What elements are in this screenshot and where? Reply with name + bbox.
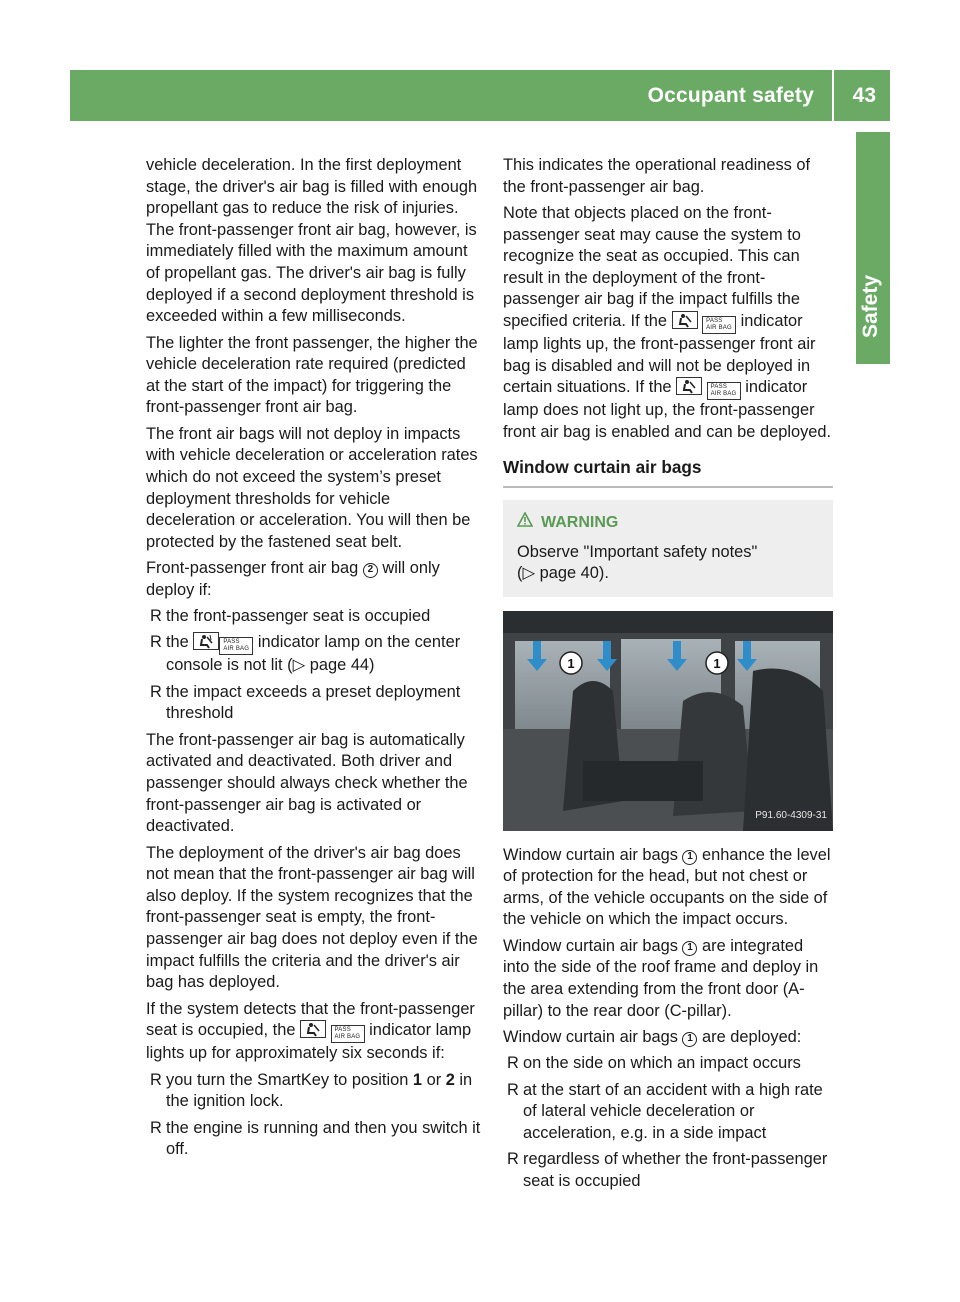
warning-label: WARNING — [541, 513, 619, 531]
curtain-airbag-photo — [503, 611, 833, 831]
page-ref-arrow-icon: ▷ — [522, 564, 536, 583]
header-divider — [832, 70, 834, 121]
vehicle-interior-illustration — [503, 611, 833, 831]
right-column — [503, 155, 833, 1197]
paragraph: The front air bags will not deploy in impacts with vehicle deceleration or acceleration rates which do not exceed the system’s preset deployment thresholds for vehicle deceleration or acceleration. You will then be protected by the fastened seat belt. — [146, 424, 478, 551]
paragraph: The deployment of the driver's air bag does not mean that the front-passenger air bag will also deploy. If the system recognizes that the front-passenger seat is empty, the front-passenger air bag does not deploy even if the impact fulfills the criteria and the driver's air bag has deployed. — [146, 843, 478, 992]
passenger-seat-icon — [193, 632, 219, 650]
list-item: R the PASS AIR BAG indicator lamp on the center console is not lit (▷ page 44) — [150, 633, 461, 675]
callout-1-label: 1 — [713, 655, 721, 671]
pass-airbag-off-icon: PASS AIR BAG — [702, 316, 736, 334]
warning-ref: (▷ page 40). — [517, 564, 609, 583]
bullet-marker: R — [150, 633, 162, 652]
pass-airbag-off-icon: PASS AIR BAG — [331, 1025, 365, 1043]
paragraph: Window curtain air bags 1 enhance the level of protection for the head, but not chest or arms, of the vehicle occupants on the side of the vehicle on which the impact occurs. — [503, 845, 831, 929]
callout-1: 1 — [682, 850, 697, 865]
bullet-marker: R — [150, 607, 162, 626]
passenger-seat-icon — [672, 311, 698, 329]
warning-text: Observe "Important safety notes" — [517, 542, 758, 561]
bullet-marker: R — [507, 1150, 519, 1169]
section-title: Occupant safety — [647, 84, 814, 107]
warning-triangle-icon — [517, 512, 533, 534]
bullet-marker: R — [150, 1118, 162, 1137]
paragraph: This indicates the operational readiness of the front-passenger air bag. — [503, 156, 811, 196]
callout-1: 1 — [682, 941, 697, 956]
list-item: R the front-passenger seat is occupied — [146, 606, 482, 628]
passenger-seat-icon — [676, 377, 702, 395]
warning-box — [503, 500, 833, 597]
page-ref-link[interactable]: page 44) — [305, 656, 375, 675]
paragraph: Front-passenger front air bag 2 will only deploy if: — [146, 559, 440, 599]
bullet-marker: R — [150, 682, 162, 701]
paragraph: Window curtain air bags 1 are integrated into the side of the roof frame and deploy in the area extending from the front door (A-pillar) to the rear door (C-pillar). — [503, 936, 819, 1020]
page-header — [70, 70, 890, 121]
paragraph: The front-passenger air bag is automatically activated and deactivated. Both driver and passenger should always check whether the front-passenger air bag is activated or deactivated. — [146, 730, 468, 836]
paragraph: Note that objects placed on the front-passenger seat may cause the system to recognize the seat as occupied. This can result in the deployment of the front-passenger air bag if the impact fulfills the specified criteria. If the PASS AIR BAG indicator lamp lights up, the front-passenger front air bag is disabled and will not be deployed in certain situations. If the PASS AIR BAG indicator lamp does not light up, the front-passenger front air bag is enabled and can be deployed. — [503, 203, 832, 441]
bullet-marker: R — [507, 1054, 519, 1073]
pass-airbag-off-icon: PASS AIR BAG — [707, 382, 741, 400]
paragraph: If the system detects that the front-passenger seat is occupied, the PASS AIR BAG indicator lamp lights up for approximately six seconds if: — [146, 999, 475, 1063]
section-heading: Window curtain air bags — [503, 457, 833, 488]
list-item: R the engine is running and then you switch it off. — [150, 1118, 481, 1159]
paragraph: Window curtain air bags 1 are deployed: — [503, 1028, 802, 1047]
page-number: 43 — [852, 84, 876, 107]
list-item: R regardless of whether the front-passenger seat is occupied — [507, 1150, 828, 1190]
bullet-marker: R — [507, 1080, 519, 1099]
list-item: R at the start of an accident with a high rate of lateral vehicle deceleration or acceleration, e.g. in a side impact — [507, 1080, 823, 1143]
bullet-marker: R — [150, 1070, 162, 1089]
paragraph: vehicle deceleration. In the first deployment stage, the driver's air bag is filled with enough propellant gas to reduce the risk of injuries. The front-passenger front air bag, however, is immediately filled with the maximum amount of propellant gas. The driver's air bag is fully deployed if a second deployment threshold is exceeded within a few milliseconds. — [146, 156, 478, 326]
list-item: R you turn the SmartKey to position 1 or 2 in the ignition lock. — [150, 1070, 473, 1111]
page-ref-arrow-icon: ▷ — [292, 656, 306, 675]
chapter-tab — [856, 132, 890, 364]
pass-airbag-off-icon: PASS AIR BAG — [219, 637, 253, 655]
photo-reference-code: P91.60-4309-31 — [755, 810, 827, 822]
list-item: R the impact exceeds a preset deployment threshold — [150, 682, 461, 723]
page-ref-link[interactable]: page 40). — [535, 564, 609, 583]
passenger-seat-icon — [300, 1020, 326, 1038]
list-item: R on the side on which an impact occurs — [503, 1053, 833, 1075]
paragraph: The lighter the front passenger, the higher the vehicle deceleration rate required (predicted at the start of the impact) for triggering the front-passenger front air bag. — [146, 333, 478, 417]
callout-1: 1 — [682, 1032, 697, 1047]
callout-2: 2 — [363, 563, 378, 578]
left-column — [146, 155, 482, 1166]
chapter-tab-label: Safety — [859, 274, 882, 338]
callout-1-label: 1 — [567, 655, 575, 671]
